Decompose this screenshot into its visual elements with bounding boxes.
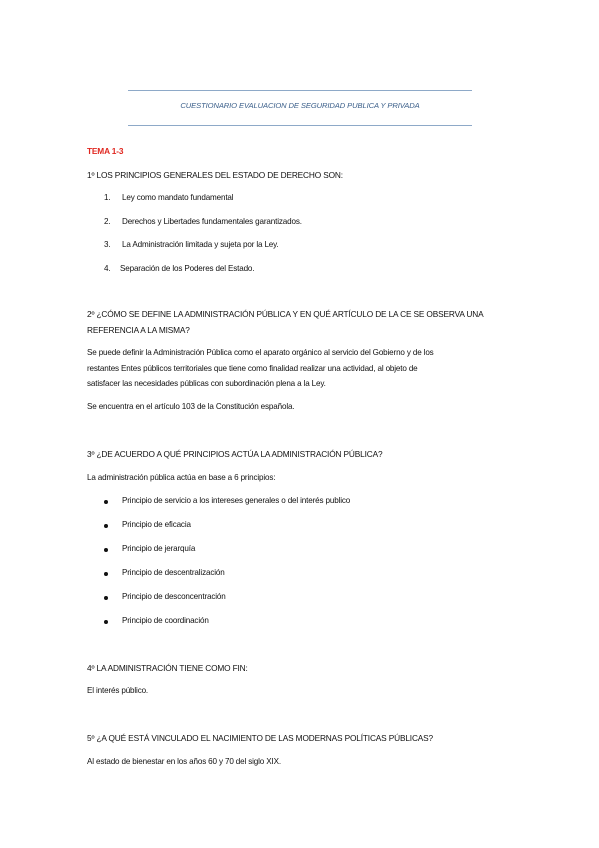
list-item: La Administración limitada y sujeta por la Ley. xyxy=(122,240,279,249)
header-bottom-rule xyxy=(128,125,472,126)
list-number: 2. xyxy=(104,217,111,226)
list-number: 1. xyxy=(104,193,111,202)
bullet-icon xyxy=(104,500,108,504)
list-number: 4. xyxy=(104,264,111,273)
list-item: Principio de jerarquía xyxy=(122,544,196,553)
list-item: Principio de servicio a los intereses generales o del interés publico xyxy=(122,496,351,505)
list-item: Principio de coordinación xyxy=(122,616,209,625)
question-2-line-1: 2º ¿CÓMO SE DEFINE LA ADMINISTRACIÓN PÚBLICA Y EN QUÉ ARTÍCULO DE LA CE SE OBSERVA UNA xyxy=(87,309,484,319)
list-item: Principio de eficacia xyxy=(122,520,191,529)
question-2-line-2: REFERENCIA A LA MISMA? xyxy=(87,325,190,335)
answer-2-article: Se encuentra en el artículo 103 de la Constitución española. xyxy=(87,402,295,411)
question-5: 5º ¿A QUÉ ESTÁ VINCULADO EL NACIMIENTO DE LAS MODERNAS POLÍTICAS PÚBLICAS? xyxy=(87,733,434,743)
answer-5: Al estado de bienestar en los años 60 y 70 del siglo XIX. xyxy=(87,757,281,766)
question-1: 1º LOS PRINCIPIOS GENERALES DEL ESTADO DE DERECHO SON: xyxy=(87,170,343,180)
answer-2-line-2: restantes Entes públicos territoriales que tiene como finalidad realizar una actividad, al objeto de xyxy=(87,364,418,373)
bullet-icon xyxy=(104,572,108,576)
bullet-icon xyxy=(104,548,108,552)
list-item: Ley como mandato fundamental xyxy=(122,193,234,202)
answer-2-line-3: satisfacer las necesidades públicas con subordinación plena a la Ley. xyxy=(87,379,326,388)
document-title: CUESTIONARIO EVALUACION DE SEGURIDAD PUBLICA Y PRIVADA xyxy=(180,101,420,110)
answer-4: El interés público. xyxy=(87,686,149,695)
bullet-icon xyxy=(104,524,108,528)
list-item: Separación de los Poderes del Estado. xyxy=(120,264,255,273)
answer-2-line-1: Se puede definir la Administración Pública como el aparato orgánico al servicio del Gobierno y de los xyxy=(87,348,434,357)
list-item: Principio de desconcentración xyxy=(122,592,226,601)
tema-label: TEMA 1-3 xyxy=(87,146,124,156)
list-item: Principio de descentralización xyxy=(122,568,225,577)
list-number: 3. xyxy=(104,240,111,249)
question-4: 4º LA ADMINISTRACIÓN TIENE COMO FIN: xyxy=(87,663,248,673)
bullet-icon xyxy=(104,596,108,600)
header-top-rule xyxy=(128,90,472,91)
list-item: Derechos y Libertades fundamentales garantizados. xyxy=(122,217,302,226)
bullet-icon xyxy=(104,620,108,624)
question-3: 3º ¿DE ACUERDO A QUÉ PRINCIPIOS ACTÚA LA ADMINISTRACIÓN PÚBLICA? xyxy=(87,449,383,459)
answer-3-intro: La administración pública actúa en base a 6 principios: xyxy=(87,473,276,482)
